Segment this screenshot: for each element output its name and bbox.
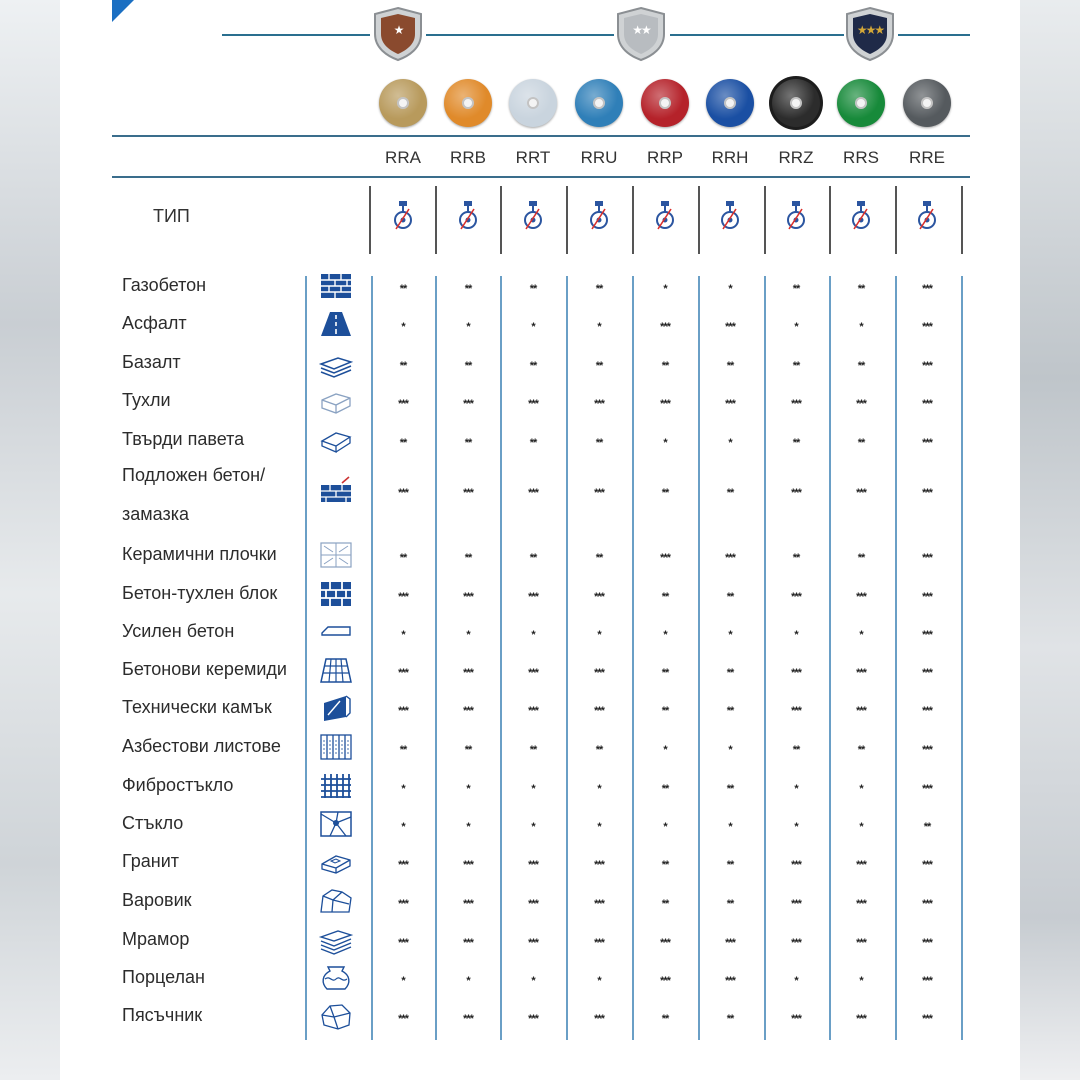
rating-cell: **	[399, 437, 407, 449]
rating-cell: **	[661, 1013, 669, 1025]
blade-tool-icon	[391, 200, 415, 232]
rating-cell: **	[399, 744, 407, 756]
rating-cell: ***	[594, 937, 604, 949]
reinforced-slab-icon	[318, 617, 354, 647]
rating-cell: ***	[725, 398, 735, 410]
screed-trowel-icon	[318, 475, 354, 505]
rating-cell: **	[529, 283, 537, 295]
type-column-separator	[961, 186, 963, 254]
grid-column-line	[566, 276, 568, 1040]
product-code: RRT	[515, 148, 551, 167]
ceramic-tile-icon	[318, 540, 354, 570]
rating-cell: **	[464, 437, 472, 449]
rating-cell: ***	[791, 487, 801, 499]
rating-cell: *	[859, 975, 863, 987]
rating-cell: ***	[463, 937, 473, 949]
grid-column-line	[500, 276, 502, 1040]
gold-badge	[843, 6, 897, 62]
rating-cell: *	[728, 744, 732, 756]
fiberglass-mesh-icon	[318, 771, 354, 801]
concrete-block-icon	[318, 579, 354, 609]
rating-cell: ***	[398, 705, 408, 717]
asbestos-sheet-icon	[318, 732, 354, 762]
rating-cell: *	[466, 629, 470, 641]
product-disc-rrb	[444, 79, 492, 127]
blade-tool-icon	[587, 200, 611, 232]
sandstone-rock-icon	[318, 1001, 354, 1031]
material-label: Бетонови керемиди	[122, 659, 287, 679]
material-label: Усилен бетон	[122, 621, 235, 641]
rating-cell: *	[401, 975, 405, 987]
rating-cell: ***	[660, 321, 670, 333]
rating-cell: *	[794, 821, 798, 833]
rating-cell: ***	[791, 705, 801, 717]
rating-cell: *	[728, 821, 732, 833]
granite-block-icon	[318, 847, 354, 877]
rating-cell: ***	[528, 937, 538, 949]
blade-tool-icon	[718, 200, 742, 232]
product-disc-rrt	[509, 79, 557, 127]
rating-cell: **	[661, 591, 669, 603]
rating-cell: **	[857, 744, 865, 756]
rating-cell: **	[857, 283, 865, 295]
rating-cell: *	[531, 321, 535, 333]
rating-cell: *	[794, 975, 798, 987]
grid-column-line	[371, 276, 373, 1040]
rating-cell: ***	[528, 398, 538, 410]
type-label: ТИП	[153, 206, 190, 226]
rating-cell: ***	[922, 552, 932, 564]
rating-cell: ***	[922, 487, 932, 499]
rating-cell: ***	[856, 937, 866, 949]
product-code: RRP	[647, 148, 683, 167]
cup-wheel-icon	[915, 200, 939, 232]
rating-cell: *	[794, 321, 798, 333]
rating-cell: ***	[398, 487, 408, 499]
rating-cell: ***	[922, 437, 932, 449]
rating-cell: ***	[922, 783, 932, 795]
rating-cell: *	[401, 629, 405, 641]
rating-cell: ***	[594, 705, 604, 717]
rating-cell: ***	[922, 321, 932, 333]
rating-cell: *	[859, 783, 863, 795]
porcelain-vase-icon	[318, 963, 354, 993]
bronze-badge	[371, 6, 425, 62]
rating-cell: ***	[791, 591, 801, 603]
product-disc-rrh	[706, 79, 754, 127]
grade-line-4	[898, 34, 970, 36]
rating-cell: *	[531, 975, 535, 987]
material-label: Бетон-тухлен блок	[122, 583, 278, 603]
rating-cell: *	[597, 321, 601, 333]
rating-cell: ***	[463, 667, 473, 679]
rating-cell: ***	[791, 898, 801, 910]
grid-column-line	[305, 276, 307, 1040]
rating-cell: **	[726, 591, 734, 603]
marble-slab-icon	[318, 925, 354, 955]
rating-cell: **	[595, 744, 603, 756]
material-label: Тухли	[122, 390, 171, 410]
rating-cell: *	[597, 629, 601, 641]
rating-cell: ***	[660, 398, 670, 410]
rating-cell: ***	[922, 1013, 932, 1025]
product-disc-rrs	[837, 79, 885, 127]
rating-cell: *	[401, 821, 405, 833]
rating-cell: **	[595, 360, 603, 372]
product-disc-rru	[575, 79, 623, 127]
rating-cell: *	[401, 321, 405, 333]
rating-cell: *	[466, 975, 470, 987]
material-label: Фибростъкло	[122, 775, 234, 795]
product-code: RRA	[385, 148, 421, 167]
material-label: Газобетон	[122, 275, 207, 295]
type-column-separator	[500, 186, 502, 254]
rating-cell: ***	[922, 360, 932, 372]
rating-cell: ***	[922, 591, 932, 603]
corner-accent	[112, 0, 134, 22]
rating-cell: ***	[725, 552, 735, 564]
rating-cell: **	[661, 487, 669, 499]
material-label: Керамични плочки	[122, 544, 277, 564]
rating-cell: ***	[922, 283, 932, 295]
rating-cell: ***	[922, 975, 932, 987]
rating-cell: **	[399, 552, 407, 564]
rating-cell: ***	[922, 744, 932, 756]
rating-cell: ***	[725, 321, 735, 333]
rating-cell: ***	[660, 937, 670, 949]
material-label: Асфалт	[122, 313, 187, 333]
type-column-separator	[829, 186, 831, 254]
rating-cell: ***	[398, 591, 408, 603]
material-label-line2: замазка	[122, 504, 189, 524]
broken-glass-icon	[318, 809, 354, 839]
rating-cell: ***	[528, 591, 538, 603]
basalt-layers-icon	[318, 348, 354, 378]
blade-tool-icon	[653, 200, 677, 232]
rating-cell: ***	[856, 898, 866, 910]
rating-cell: *	[859, 821, 863, 833]
grid-column-line	[435, 276, 437, 1040]
rating-cell: ***	[856, 398, 866, 410]
rating-cell: ***	[791, 937, 801, 949]
rating-cell: *	[663, 744, 667, 756]
product-disc-rra	[379, 79, 427, 127]
product-disc-rrp	[641, 79, 689, 127]
rating-cell: **	[464, 552, 472, 564]
rating-cell: **	[923, 821, 931, 833]
rating-cell: ***	[528, 1013, 538, 1025]
rating-cell: **	[529, 552, 537, 564]
rating-cell: *	[466, 821, 470, 833]
rating-cell: ***	[791, 859, 801, 871]
rating-cell: ***	[528, 487, 538, 499]
rating-cell: **	[661, 898, 669, 910]
rating-cell: ***	[922, 937, 932, 949]
material-label: Азбестови листове	[122, 736, 281, 756]
rating-cell: ***	[922, 398, 932, 410]
product-code: RRH	[711, 148, 749, 167]
rating-cell: ***	[528, 859, 538, 871]
rating-cell: ***	[791, 398, 801, 410]
material-label: Пясъчник	[122, 1005, 203, 1025]
grid-column-line	[829, 276, 831, 1040]
rating-cell: **	[857, 552, 865, 564]
rating-cell: ***	[398, 667, 408, 679]
grade-stars: ★	[393, 23, 403, 37]
rating-cell: **	[857, 360, 865, 372]
material-label: Стъкло	[122, 813, 184, 833]
rating-cell: **	[661, 667, 669, 679]
rating-cell: **	[661, 859, 669, 871]
rating-cell: **	[726, 1013, 734, 1025]
rating-cell: **	[529, 360, 537, 372]
grade-line-1	[222, 34, 370, 36]
rating-cell: ***	[528, 898, 538, 910]
limestone-icon	[318, 886, 354, 916]
rating-cell: ***	[856, 667, 866, 679]
rating-cell: *	[531, 629, 535, 641]
rating-cell: **	[464, 360, 472, 372]
rating-cell: ***	[922, 898, 932, 910]
rating-cell: **	[792, 552, 800, 564]
grade-line-2	[426, 34, 614, 36]
rating-cell: *	[531, 783, 535, 795]
rating-cell: **	[857, 437, 865, 449]
grid-column-line	[895, 276, 897, 1040]
rating-cell: ***	[463, 398, 473, 410]
rating-cell: **	[792, 360, 800, 372]
rating-cell: ***	[922, 667, 932, 679]
blade-tool-icon	[521, 200, 545, 232]
blade-tool-icon	[849, 200, 873, 232]
material-label: Порцелан	[122, 967, 205, 987]
rating-cell: *	[597, 783, 601, 795]
rating-cell: **	[726, 487, 734, 499]
rating-cell: ***	[463, 859, 473, 871]
rating-cell: ***	[791, 667, 801, 679]
rating-cell: ***	[856, 859, 866, 871]
rating-cell: *	[466, 321, 470, 333]
rating-cell: ***	[594, 859, 604, 871]
rating-cell: *	[728, 437, 732, 449]
rating-cell: **	[595, 552, 603, 564]
rating-cell: *	[466, 783, 470, 795]
blade-tool-icon	[784, 200, 808, 232]
rating-cell: ***	[725, 937, 735, 949]
rating-cell: *	[597, 975, 601, 987]
type-column-separator	[895, 186, 897, 254]
type-column-separator	[369, 186, 371, 254]
rating-cell: ***	[463, 487, 473, 499]
paving-stone-icon	[318, 425, 354, 455]
rating-cell: ***	[660, 552, 670, 564]
type-column-separator	[632, 186, 634, 254]
silver-badge	[614, 6, 668, 62]
material-label: Варовик	[122, 890, 192, 910]
rating-cell: **	[726, 360, 734, 372]
material-label: Подложен бетон/	[122, 465, 266, 485]
rating-cell: ***	[528, 667, 538, 679]
rating-cell: *	[859, 629, 863, 641]
rating-cell: **	[399, 360, 407, 372]
rating-cell: *	[728, 283, 732, 295]
type-column-separator	[764, 186, 766, 254]
rating-cell: ***	[398, 1013, 408, 1025]
type-column-separator	[698, 186, 700, 254]
rating-cell: **	[529, 744, 537, 756]
rating-cell: **	[464, 283, 472, 295]
product-code: RRE	[909, 148, 945, 167]
rating-cell: ***	[398, 859, 408, 871]
rating-cell: ***	[922, 859, 932, 871]
asphalt-road-icon	[318, 309, 354, 339]
rating-cell: **	[595, 437, 603, 449]
technical-stone-icon	[318, 693, 354, 723]
rating-cell: ***	[660, 975, 670, 987]
grade-stars: ★★	[632, 23, 650, 37]
background-right	[1020, 0, 1080, 1080]
grid-column-line	[632, 276, 634, 1040]
rating-cell: ***	[594, 898, 604, 910]
rating-cell: ***	[594, 1013, 604, 1025]
rating-cell: **	[726, 783, 734, 795]
header-rule-1	[112, 135, 970, 137]
header-rule-2	[112, 176, 970, 178]
rating-cell: **	[399, 283, 407, 295]
rating-cell: **	[726, 705, 734, 717]
product-disc-rrz	[772, 79, 820, 127]
rating-cell: *	[663, 821, 667, 833]
rating-cell: ***	[791, 1013, 801, 1025]
rating-cell: *	[531, 821, 535, 833]
rating-cell: **	[529, 437, 537, 449]
grid-column-line	[764, 276, 766, 1040]
rating-cell: *	[794, 629, 798, 641]
material-label: Базалт	[122, 352, 181, 372]
grade-stars: ★★★	[856, 23, 884, 37]
rating-cell: ***	[398, 898, 408, 910]
rating-cell: ***	[463, 705, 473, 717]
grid-column-line	[698, 276, 700, 1040]
rating-cell: **	[792, 283, 800, 295]
brick-icon	[318, 386, 354, 416]
rating-cell: *	[597, 821, 601, 833]
rating-cell: **	[661, 705, 669, 717]
rating-cell: **	[726, 667, 734, 679]
rating-cell: **	[661, 360, 669, 372]
rating-cell: ***	[856, 705, 866, 717]
rating-cell: ***	[594, 398, 604, 410]
rating-cell: ***	[463, 898, 473, 910]
rating-cell: ***	[856, 487, 866, 499]
rating-cell: *	[663, 437, 667, 449]
background-left	[0, 0, 60, 1080]
rating-cell: *	[663, 283, 667, 295]
rating-cell: *	[794, 783, 798, 795]
product-code: RRB	[450, 148, 486, 167]
aerated-block-icon	[318, 271, 354, 301]
rating-cell: ***	[594, 667, 604, 679]
blade-tool-icon	[456, 200, 480, 232]
rating-cell: *	[663, 629, 667, 641]
rating-cell: **	[661, 783, 669, 795]
rating-cell: **	[726, 859, 734, 871]
product-code: RRS	[843, 148, 879, 167]
material-label: Технически камък	[122, 697, 272, 717]
rating-cell: ***	[594, 487, 604, 499]
grid-column-line	[961, 276, 963, 1040]
material-label: Гранит	[122, 851, 179, 871]
type-column-separator	[435, 186, 437, 254]
product-code: RRU	[580, 148, 618, 167]
rating-cell: ***	[528, 705, 538, 717]
rating-cell: ***	[463, 591, 473, 603]
rating-cell: **	[595, 283, 603, 295]
rating-cell: ***	[398, 398, 408, 410]
rating-cell: **	[726, 898, 734, 910]
rating-cell: ***	[398, 937, 408, 949]
product-code: RRZ	[778, 148, 814, 167]
rating-cell: *	[401, 783, 405, 795]
rating-cell: **	[464, 744, 472, 756]
rating-cell: ***	[922, 705, 932, 717]
grade-line-3	[670, 34, 844, 36]
rating-cell: ***	[463, 1013, 473, 1025]
rating-cell: ***	[856, 591, 866, 603]
product-disc-rre	[903, 79, 951, 127]
type-column-separator	[566, 186, 568, 254]
rating-cell: **	[792, 437, 800, 449]
rating-cell: ***	[725, 975, 735, 987]
material-label: Твърди павета	[122, 429, 245, 449]
rating-cell: *	[859, 321, 863, 333]
roof-tile-icon	[318, 655, 354, 685]
rating-cell: ***	[594, 591, 604, 603]
rating-cell: ***	[922, 629, 932, 641]
rating-cell: *	[728, 629, 732, 641]
material-label: Мрамор	[122, 929, 190, 949]
rating-cell: ***	[856, 1013, 866, 1025]
rating-cell: **	[792, 744, 800, 756]
